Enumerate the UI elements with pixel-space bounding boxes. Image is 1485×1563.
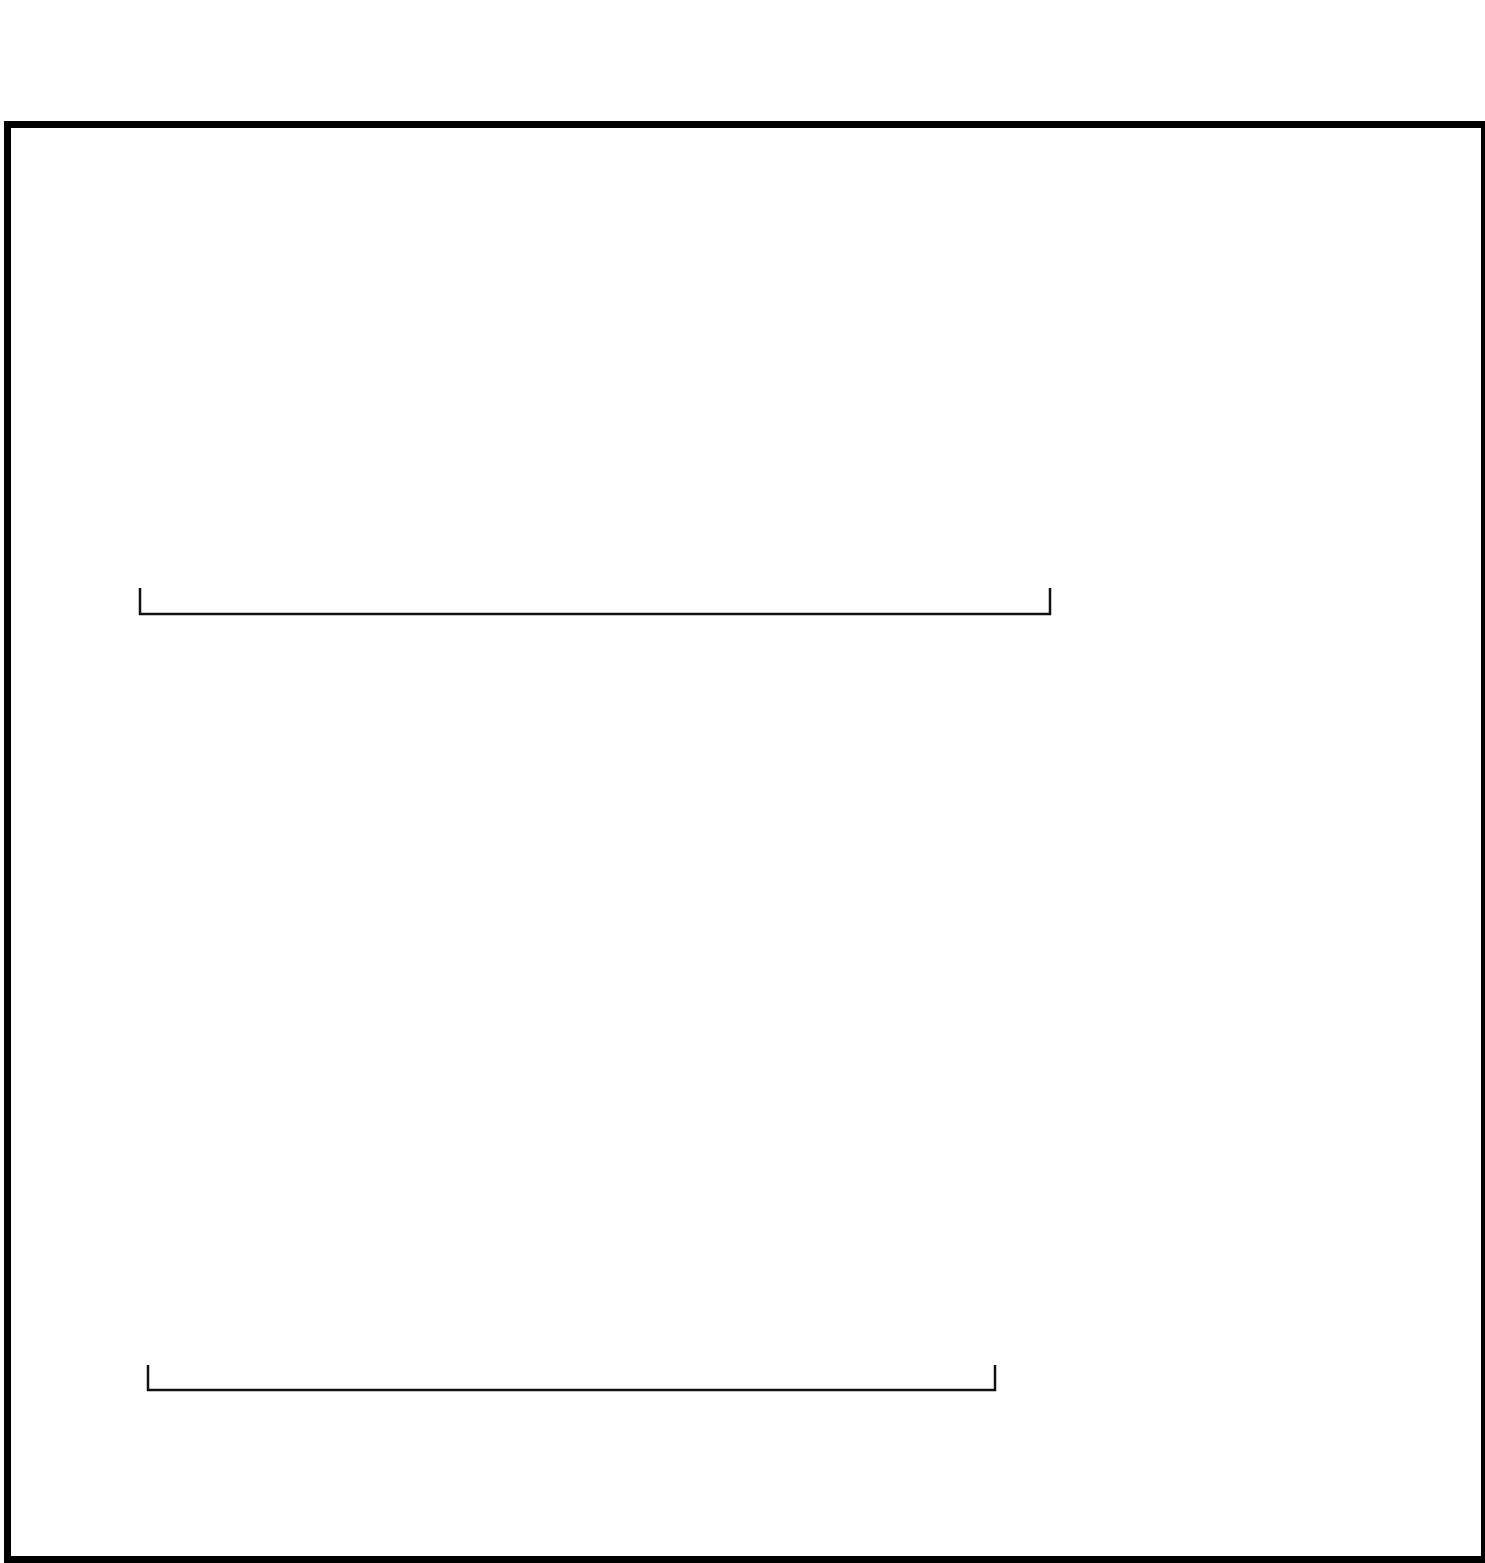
bracket-bottom: [148, 1365, 995, 1390]
bracket-top: [140, 588, 1050, 614]
